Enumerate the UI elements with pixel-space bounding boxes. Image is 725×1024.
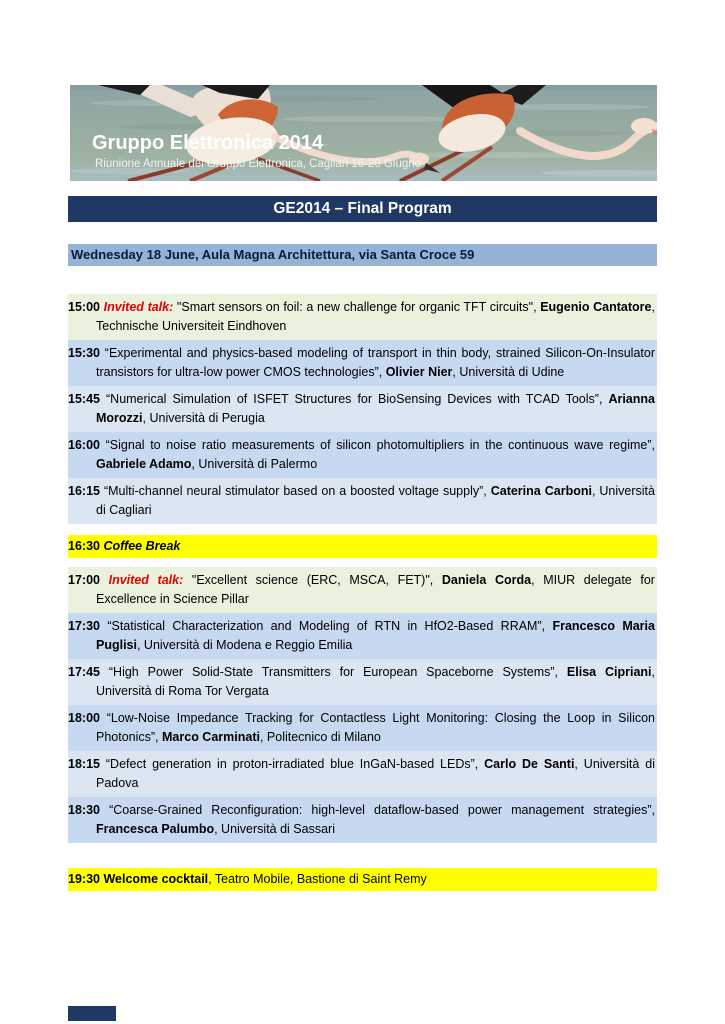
speaker-name: Carlo De Santi bbox=[484, 757, 575, 771]
invited-talk-label: Invited talk: bbox=[108, 573, 184, 587]
speaker-name: Welcome cocktail bbox=[103, 872, 209, 886]
speaker-name: Elisa Cipriani bbox=[566, 665, 652, 679]
talk-text: , Università di Palermo bbox=[191, 457, 318, 471]
schedule-entry-text bbox=[68, 537, 655, 556]
time-label: 18:00 bbox=[68, 711, 100, 725]
schedule-entry-text bbox=[68, 663, 655, 701]
speaker-name: Caterina Carboni bbox=[490, 484, 592, 498]
day-header bbox=[68, 244, 657, 266]
schedule-entry-text bbox=[68, 482, 655, 520]
schedule-row-1800 bbox=[68, 705, 657, 751]
schedule-entry-text bbox=[68, 298, 655, 336]
talk-text: “High Power Solid-State Transmitters for European Spaceborne Systems”, bbox=[108, 665, 567, 679]
talk-text: “Multi-channel neural stimulator based on a boosted voltage supply”, bbox=[103, 484, 491, 498]
time-label: 17:00 bbox=[68, 573, 100, 587]
schedule-gap bbox=[68, 843, 657, 868]
speaker-name: Marco Carminati bbox=[162, 730, 260, 744]
program-title: GE2014 – Final Program bbox=[273, 200, 452, 217]
talk-text: , Teatro Mobile, Bastione di Saint Remy bbox=[208, 872, 427, 886]
schedule-row-1700 bbox=[68, 567, 657, 613]
speaker-name: Arianna Morozzi bbox=[96, 392, 655, 425]
speaker-name: Francesca Palumbo bbox=[96, 822, 215, 836]
talk-text: , Politecnico di Milano bbox=[259, 730, 381, 744]
talk-text: , Università di Roma Tor Vergata bbox=[96, 665, 655, 698]
time-label: 17:45 bbox=[68, 665, 100, 679]
schedule-row-1545 bbox=[68, 386, 657, 432]
header-photo bbox=[70, 85, 657, 181]
talk-text: , Università di Padova bbox=[96, 757, 655, 790]
schedule-entry-text bbox=[68, 390, 655, 428]
schedule-entry-text bbox=[68, 571, 655, 609]
schedule-row-1500 bbox=[68, 294, 657, 340]
schedule bbox=[68, 294, 657, 891]
talk-text: “Coarse-Grained Reconfiguration: high-level dataflow-based power management strategies”, bbox=[109, 803, 655, 817]
program-title-banner bbox=[68, 196, 657, 222]
speaker-name: Francesco Maria Puglisi bbox=[96, 619, 655, 652]
speaker-name: Daniela Corda bbox=[441, 573, 532, 587]
schedule-row-1730 bbox=[68, 613, 657, 659]
hero-title: Gruppo Elettronica 2014 bbox=[92, 132, 324, 154]
schedule-entry-text bbox=[68, 870, 655, 889]
schedule-row-1530 bbox=[68, 340, 657, 386]
speaker-name: Coffee Break bbox=[103, 539, 181, 553]
time-label: 15:00 bbox=[68, 300, 100, 314]
schedule-entry-text bbox=[68, 617, 655, 655]
schedule-entry-text bbox=[68, 801, 655, 839]
speaker-name: Eugenio Cantatore bbox=[540, 300, 652, 314]
talk-text: , Università di Perugia bbox=[142, 411, 265, 425]
talk-text: “Defect generation in proton-irradiated blue InGaN-based LEDs”, bbox=[105, 757, 485, 771]
time-label: 17:30 bbox=[68, 619, 100, 633]
schedule-row-1615 bbox=[68, 478, 657, 524]
speaker-name: Gabriele Adamo bbox=[96, 457, 192, 471]
talk-text: "Excellent science (ERC, MSCA, FET)", bbox=[183, 573, 442, 587]
schedule-row-1600 bbox=[68, 432, 657, 478]
talk-text: “Numerical Simulation of ISFET Structures for BioSensing Devices with TCAD Tools”, bbox=[106, 392, 609, 406]
schedule-row-1630 bbox=[68, 535, 657, 558]
time-label: 18:30 bbox=[68, 803, 100, 817]
schedule-row-1745 bbox=[68, 659, 657, 705]
talk-text: “Signal to noise ratio measurements of silicon photomultipliers in the continuous wave regime”, bbox=[105, 438, 655, 452]
hero-subtitle: Riunione Annuale del Gruppo Elettronica, Cagliari 16-20 Giugno bbox=[95, 158, 422, 170]
schedule-entry-text bbox=[68, 436, 655, 474]
talk-text: “Low-Noise Impedance Tracking for Contactless Light Monitoring: Closing the Loop in Silicon Photonics”, bbox=[96, 711, 656, 744]
talk-text: , Technische Universiteit Eindhoven bbox=[96, 300, 655, 333]
talk-text: “Experimental and physics-based modeling of transport in thin body, strained Silicon-On-Insulator transistors for ultra-low power CMOS technologies”, bbox=[96, 346, 655, 379]
talk-text: "Smart sensors on foil: a new challenge for organic TFT circuits", bbox=[173, 300, 541, 314]
time-label: 16:00 bbox=[68, 438, 100, 452]
time-label: 15:45 bbox=[68, 392, 100, 406]
schedule-entry-text bbox=[68, 755, 655, 793]
time-label: 16:15 bbox=[68, 484, 100, 498]
time-label: 18:15 bbox=[68, 757, 100, 771]
schedule-gap bbox=[68, 524, 657, 535]
talk-text: , Università di Modena e Reggio Emilia bbox=[136, 638, 353, 652]
schedule-entry-text bbox=[68, 344, 655, 382]
schedule-row-1830 bbox=[68, 797, 657, 843]
speaker-name: Olivier Nier bbox=[385, 365, 453, 379]
schedule-row-1930 bbox=[68, 868, 657, 891]
talk-text: “Statistical Characterization and Modeling of RTN in HfO2-Based RRAM”, bbox=[107, 619, 553, 633]
talk-text: , Università di Cagliari bbox=[96, 484, 655, 517]
talk-text: , MIUR delegate for Excellence in Science Pillar bbox=[96, 573, 655, 606]
day-header-text: Wednesday 18 June, Aula Magna Architettura, via Santa Croce 59 bbox=[71, 247, 475, 262]
invited-talk-label: Invited talk: bbox=[103, 300, 174, 314]
footer-bar bbox=[68, 1006, 116, 1021]
schedule-row-1815 bbox=[68, 751, 657, 797]
time-label: 19:30 bbox=[68, 872, 100, 886]
schedule-gap bbox=[68, 558, 657, 567]
flamingo-illustration bbox=[70, 85, 657, 181]
talk-text: , Università di Udine bbox=[452, 365, 565, 379]
time-label: 15:30 bbox=[68, 346, 100, 360]
time-label: 16:30 bbox=[68, 539, 100, 553]
schedule-entry-text bbox=[68, 709, 655, 747]
talk-text: , Università di Sassari bbox=[214, 822, 335, 836]
